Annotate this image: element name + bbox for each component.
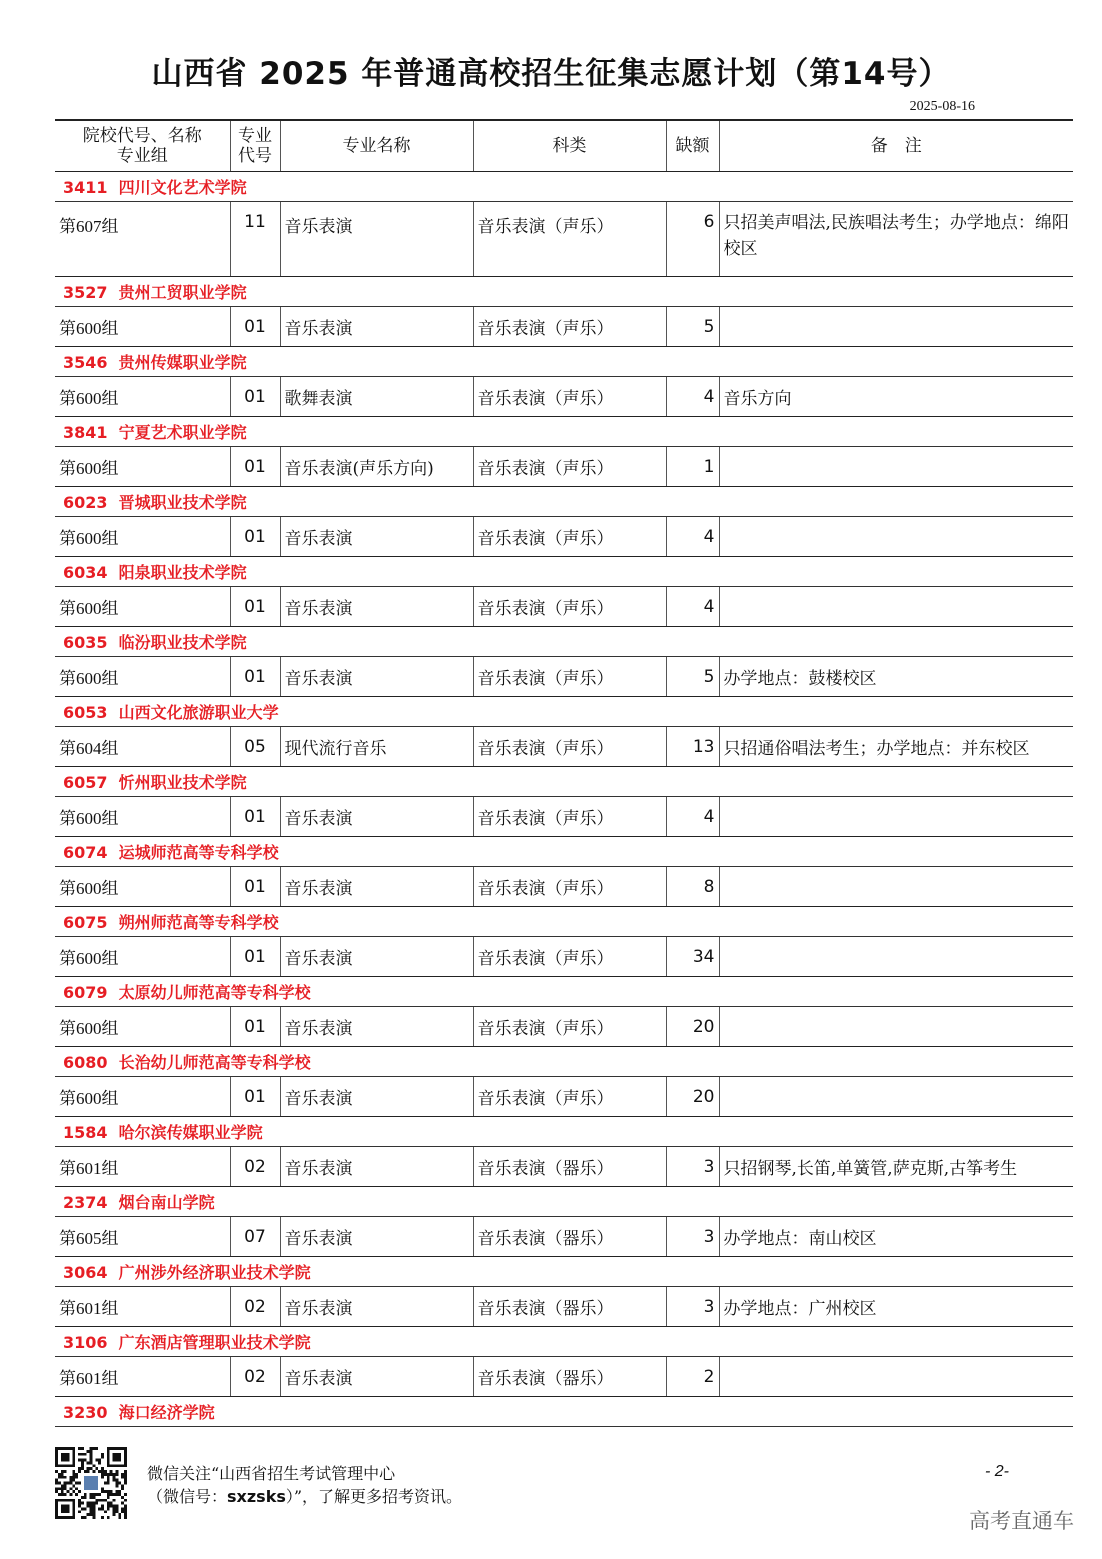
major-name: 音乐表演: [280, 1287, 473, 1327]
vacancy-count: 4: [666, 517, 719, 557]
major-group: 第604组: [55, 727, 230, 767]
major-row: [55, 867, 1073, 907]
school-row: [55, 1117, 1073, 1147]
major-row: [55, 1147, 1073, 1187]
header-school-group: 院校代号、名称 专业组: [55, 120, 230, 172]
watermark: 高考直通车: [969, 1509, 1074, 1533]
vacancy-count: 13: [666, 727, 719, 767]
major-category: 音乐表演（声乐）: [473, 202, 666, 277]
major-row: [55, 517, 1073, 557]
major-group: 第600组: [55, 867, 230, 907]
major-group: 第600组: [55, 937, 230, 977]
vacancy-count: 4: [666, 377, 719, 417]
page-number: - 2-: [985, 1463, 1009, 1480]
school-row: [55, 417, 1073, 447]
major-note: 办学地点：广州校区: [719, 1287, 1073, 1327]
school-row: [55, 767, 1073, 797]
major-group: 第605组: [55, 1217, 230, 1257]
major-note: [719, 587, 1073, 627]
major-category: 音乐表演（声乐）: [473, 517, 666, 557]
major-category: 音乐表演（声乐）: [473, 587, 666, 627]
school-row: [55, 277, 1073, 307]
vacancy-count: 8: [666, 867, 719, 907]
major-note: [719, 1007, 1073, 1047]
major-category: 音乐表演（声乐）: [473, 657, 666, 697]
major-category: 音乐表演（声乐）: [473, 1007, 666, 1047]
major-row: [55, 937, 1073, 977]
major-group: 第600组: [55, 797, 230, 837]
wechat-id: sxzsks: [227, 1487, 286, 1506]
publish-date: 2025-08-16: [909, 99, 975, 114]
school-name: 3527 贵州工贸职业学院: [55, 277, 1073, 307]
vacancy-count: 2: [666, 1357, 719, 1397]
school-row: [55, 487, 1073, 517]
major-code: 02: [230, 1357, 280, 1397]
major-name: 音乐表演: [280, 797, 473, 837]
major-category: 音乐表演（声乐）: [473, 447, 666, 487]
header-category: 科类: [473, 120, 666, 172]
school-name: 1584 哈尔滨传媒职业学院: [55, 1117, 1073, 1147]
major-name: 音乐表演: [280, 517, 473, 557]
school-name: 6079 太原幼儿师范高等专科学校: [55, 977, 1073, 1007]
school-name: 3106 广东酒店管理职业技术学院: [55, 1327, 1073, 1357]
major-note: [719, 447, 1073, 487]
major-code: 01: [230, 657, 280, 697]
school-name: 3841 宁夏艺术职业学院: [55, 417, 1073, 447]
school-name: 6053 山西文化旅游职业大学: [55, 697, 1073, 727]
school-row: [55, 1397, 1073, 1427]
school-name: 3411 四川文化艺术学院: [55, 172, 1073, 202]
major-row: [55, 657, 1073, 697]
school-row: [55, 557, 1073, 587]
school-name: 3230 海口经济学院: [55, 1397, 1073, 1427]
major-category: 音乐表演（声乐）: [473, 377, 666, 417]
major-note: [719, 867, 1073, 907]
major-name: 音乐表演: [280, 867, 473, 907]
major-name: 现代流行音乐: [280, 727, 473, 767]
major-category: 音乐表演（声乐）: [473, 1077, 666, 1117]
school-row: [55, 837, 1073, 867]
header-major-code: 专业 代号: [230, 120, 280, 172]
major-code: 11: [230, 202, 280, 277]
major-code: 01: [230, 797, 280, 837]
major-code: 01: [230, 307, 280, 347]
major-note: [719, 307, 1073, 347]
school-row: [55, 347, 1073, 377]
vacancy-count: 20: [666, 1007, 719, 1047]
major-note: 音乐方向: [719, 377, 1073, 417]
major-row: [55, 797, 1073, 837]
major-row: [55, 1077, 1073, 1117]
major-code: 02: [230, 1147, 280, 1187]
school-name: 2374 烟台南山学院: [55, 1187, 1073, 1217]
major-group: 第600组: [55, 657, 230, 697]
major-name: 音乐表演: [280, 937, 473, 977]
major-code: 01: [230, 1007, 280, 1047]
school-row: [55, 907, 1073, 937]
school-name: 3064 广州涉外经济职业技术学院: [55, 1257, 1073, 1287]
major-category: 音乐表演（器乐）: [473, 1287, 666, 1327]
major-code: 07: [230, 1217, 280, 1257]
major-row: [55, 1287, 1073, 1327]
major-group: 第601组: [55, 1357, 230, 1397]
header-major-name: 专业名称: [280, 120, 473, 172]
vacancy-count: 34: [666, 937, 719, 977]
footer-line-1: 微信关注“山西省招生考试管理中心: [147, 1464, 396, 1483]
major-code: 05: [230, 727, 280, 767]
major-group: 第600组: [55, 307, 230, 347]
vacancy-count: 5: [666, 307, 719, 347]
major-name: 歌舞表演: [280, 377, 473, 417]
vacancy-count: 3: [666, 1147, 719, 1187]
qr-code-image: [55, 1447, 127, 1519]
plan-table: [55, 119, 1073, 1427]
school-name: 6035 临汾职业技术学院: [55, 627, 1073, 657]
vacancy-count: 20: [666, 1077, 719, 1117]
table-header-row: [55, 120, 1073, 172]
major-row: [55, 727, 1073, 767]
major-category: 音乐表演（声乐）: [473, 937, 666, 977]
vacancy-count: 4: [666, 797, 719, 837]
major-name: 音乐表演: [280, 587, 473, 627]
header-vacancy: 缺额: [666, 120, 719, 172]
school-name: 6057 忻州职业技术学院: [55, 767, 1073, 797]
major-code: 01: [230, 867, 280, 907]
major-code: 01: [230, 377, 280, 417]
school-row: [55, 1257, 1073, 1287]
school-name: 6080 长治幼儿师范高等专科学校: [55, 1047, 1073, 1077]
major-code: 01: [230, 587, 280, 627]
major-note: [719, 517, 1073, 557]
school-name: 3546 贵州传媒职业学院: [55, 347, 1073, 377]
school-row: [55, 1327, 1073, 1357]
major-group: 第600组: [55, 587, 230, 627]
vacancy-count: 3: [666, 1217, 719, 1257]
major-group: 第601组: [55, 1147, 230, 1187]
major-code: 01: [230, 447, 280, 487]
major-name: 音乐表演: [280, 307, 473, 347]
major-row: [55, 1357, 1073, 1397]
major-row: [55, 307, 1073, 347]
vacancy-count: 1: [666, 447, 719, 487]
school-row: [55, 1047, 1073, 1077]
major-row: [55, 1217, 1073, 1257]
school-name: 6034 阳泉职业技术学院: [55, 557, 1073, 587]
major-code: 02: [230, 1287, 280, 1327]
major-row: [55, 447, 1073, 487]
school-name: 6074 运城师范高等专科学校: [55, 837, 1073, 867]
major-name: 音乐表演: [280, 202, 473, 277]
major-note: 只招钢琴,长笛,单簧管,萨克斯,古筝考生: [719, 1147, 1073, 1187]
school-row: [55, 172, 1073, 202]
major-category: 音乐表演（器乐）: [473, 1217, 666, 1257]
major-group: 第600组: [55, 1007, 230, 1047]
major-note: 只招通俗唱法考生；办学地点：并东校区: [719, 727, 1073, 767]
major-category: 音乐表演（器乐）: [473, 1147, 666, 1187]
major-row: [55, 1007, 1073, 1047]
major-category: 音乐表演（声乐）: [473, 307, 666, 347]
major-note: 只招美声唱法,民族唱法考生；办学地点：绵阳校区: [719, 202, 1073, 277]
school-name: 6075 朔州师范高等专科学校: [55, 907, 1073, 937]
school-row: [55, 977, 1073, 1007]
major-code: 01: [230, 1077, 280, 1117]
school-name: 6023 晋城职业技术学院: [55, 487, 1073, 517]
major-name: 音乐表演: [280, 1077, 473, 1117]
major-row: [55, 587, 1073, 627]
vacancy-count: 4: [666, 587, 719, 627]
major-note: 办学地点：南山校区: [719, 1217, 1073, 1257]
major-row: [55, 377, 1073, 417]
major-code: 01: [230, 517, 280, 557]
major-name: 音乐表演: [280, 1007, 473, 1047]
major-group: 第600组: [55, 1077, 230, 1117]
major-group: 第600组: [55, 377, 230, 417]
major-note: 办学地点：鼓楼校区: [719, 657, 1073, 697]
footer-note: [147, 1462, 462, 1508]
major-name: 音乐表演: [280, 1217, 473, 1257]
major-group: 第600组: [55, 517, 230, 557]
major-note: [719, 1077, 1073, 1117]
table-body: [55, 172, 1073, 1427]
header-note: 备 注: [719, 120, 1073, 172]
major-name: 音乐表演: [280, 657, 473, 697]
school-row: [55, 1187, 1073, 1217]
vacancy-count: 3: [666, 1287, 719, 1327]
major-name: 音乐表演: [280, 1357, 473, 1397]
major-category: 音乐表演（声乐）: [473, 867, 666, 907]
school-row: [55, 697, 1073, 727]
major-group: 第601组: [55, 1287, 230, 1327]
major-category: 音乐表演（声乐）: [473, 797, 666, 837]
page-title: 山西省 2025 年普通高校招生征集志愿计划（第14号）: [151, 56, 951, 92]
footer-line-2: （微信号：sxzsks）”，了解更多招考资讯。: [147, 1487, 463, 1506]
vacancy-count: 6: [666, 202, 719, 277]
major-note: [719, 1357, 1073, 1397]
major-note: [719, 797, 1073, 837]
major-group: 第607组: [55, 202, 230, 277]
major-name: 音乐表演(声乐方向): [280, 447, 473, 487]
major-category: 音乐表演（声乐）: [473, 727, 666, 767]
major-group: 第600组: [55, 447, 230, 487]
major-name: 音乐表演: [280, 1147, 473, 1187]
major-note: [719, 937, 1073, 977]
major-category: 音乐表演（器乐）: [473, 1357, 666, 1397]
major-code: 01: [230, 937, 280, 977]
school-row: [55, 627, 1073, 657]
major-row: [55, 202, 1073, 277]
vacancy-count: 5: [666, 657, 719, 697]
